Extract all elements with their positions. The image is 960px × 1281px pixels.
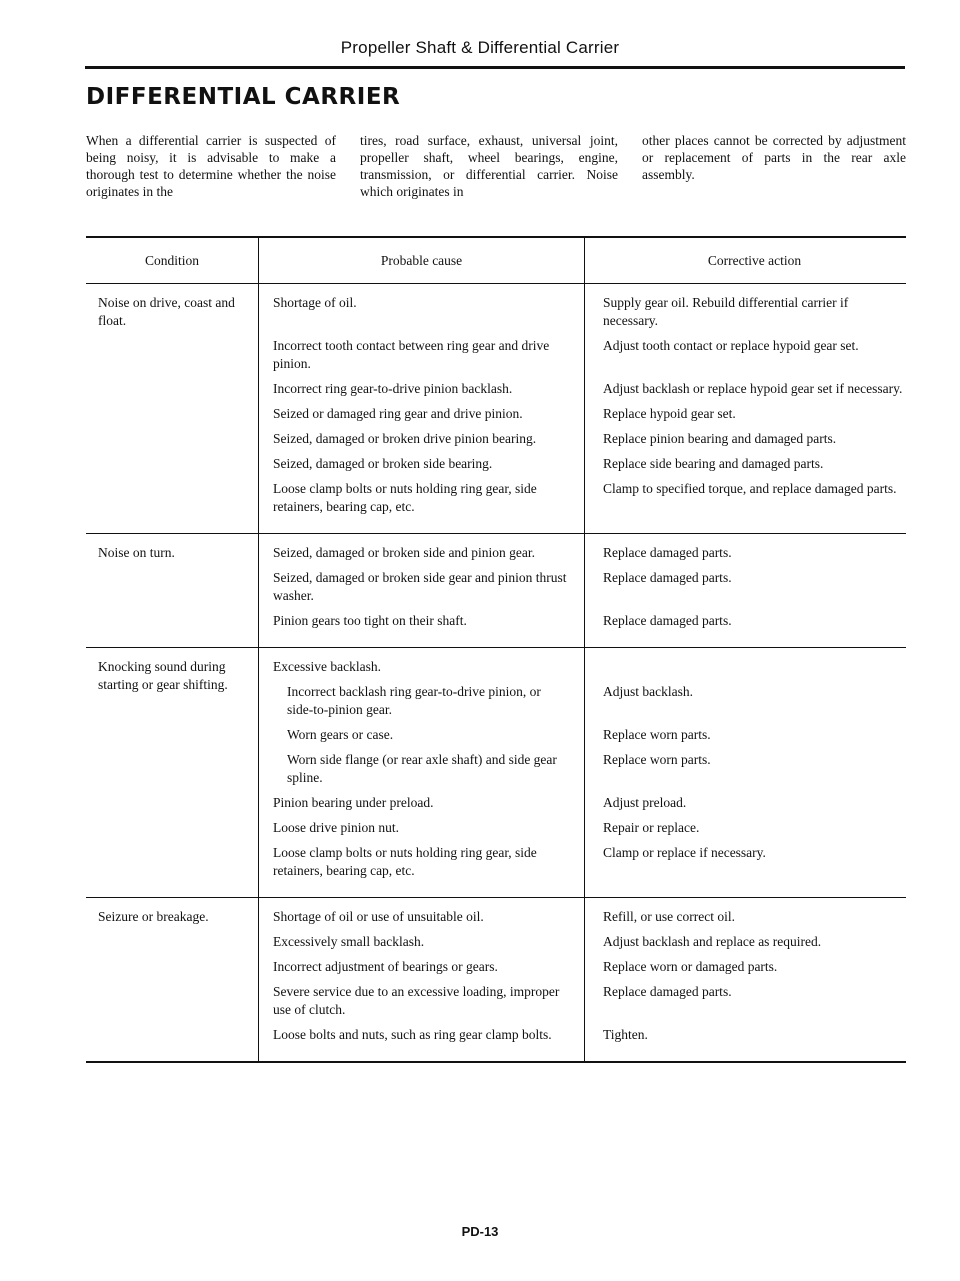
condition-cell: Seizure or breakage. [98, 909, 209, 924]
corrective-action: Repair or replace. [603, 820, 700, 835]
probable-cause: Shortage of oil. [273, 295, 357, 310]
cause-cell [258, 284, 584, 533]
condition-cell: Noise on drive, coast and float. [98, 295, 235, 328]
action-cell [584, 898, 906, 1061]
probable-cause: Seized or damaged ring gear and drive pinion. [273, 406, 523, 421]
table-group [86, 648, 906, 898]
action-cell [584, 648, 906, 897]
corrective-action: Replace damaged parts. [603, 570, 732, 585]
condition-cell: Noise on turn. [98, 545, 175, 560]
corrective-action: Adjust tooth contact or replace hypoid gear set. [603, 338, 859, 353]
corrective-action: Adjust preload. [603, 795, 687, 810]
corrective-action: Replace damaged parts. [603, 613, 732, 628]
probable-cause: Incorrect tooth contact between ring gear and drive pinion. [273, 338, 550, 371]
action-cell [584, 284, 906, 533]
header-probable-cause: Probable cause [258, 238, 584, 283]
corrective-action: Replace damaged parts. [603, 545, 732, 560]
probable-cause: Incorrect adjustment of bearings or gears. [273, 959, 498, 974]
page-header: Propeller Shaft & Differential Carrier [340, 38, 620, 57]
probable-cause: Incorrect ring gear-to-drive pinion backlash. [273, 381, 513, 396]
corrective-action: Clamp to specified torque, and replace damaged parts. [603, 481, 897, 496]
probable-cause: Seized, damaged or broken drive pinion bearing. [273, 431, 537, 446]
probable-cause: Pinion bearing under preload. [273, 795, 434, 810]
corrective-action: Refill, or use correct oil. [603, 909, 735, 924]
corrective-action: Adjust backlash or replace hypoid gear set if necessary. [603, 381, 903, 396]
probable-cause: Seized, damaged or broken side gear and pinion thrust washer. [273, 570, 567, 603]
header-rule [85, 66, 905, 69]
probable-cause: Loose bolts and nuts, such as ring gear clamp bolts. [273, 1027, 552, 1042]
section-title: DIFFERENTIAL CARRIER [86, 84, 401, 110]
corrective-action: Supply gear oil. Rebuild differential carrier if necessary. [603, 295, 849, 328]
probable-cause: Loose clamp bolts or nuts holding ring gear, side retainers, bearing cap, etc. [273, 845, 537, 878]
probable-cause: Worn gears or case. [287, 727, 394, 742]
table-group [86, 284, 906, 534]
cause-cell [258, 898, 584, 1061]
corrective-action: Replace worn parts. [603, 752, 711, 767]
probable-cause: Severe service due to an excessive loading, improper use of clutch. [273, 984, 560, 1017]
corrective-action: Adjust backlash. [603, 684, 693, 699]
probable-cause: Seized, damaged or broken side bearing. [273, 456, 493, 471]
corrective-action: Replace hypoid gear set. [603, 406, 736, 421]
intro-column-3: other places cannot be corrected by adjustment or replacement of parts in the rear axle assembly. [642, 133, 906, 182]
intro-column-2: tires, road surface, exhaust, universal joint, propeller shaft, wheel bearings, engine, transmission, or differential carrier. Noise which originates in [360, 133, 618, 199]
corrective-action: Replace worn parts. [603, 727, 711, 742]
table-group [86, 898, 906, 1063]
action-cell [584, 534, 906, 647]
cause-cell [258, 648, 584, 897]
probable-cause: Loose clamp bolts or nuts holding ring gear, side retainers, bearing cap, etc. [273, 481, 537, 514]
probable-cause: Pinion gears too tight on their shaft. [273, 613, 467, 628]
condition-cell: Knocking sound during starting or gear shifting. [98, 659, 228, 692]
probable-cause: Seized, damaged or broken side and pinion gear. [273, 545, 536, 560]
corrective-action: Replace damaged parts. [603, 984, 732, 999]
probable-cause: Excessive backlash. [273, 659, 381, 674]
corrective-action: Adjust backlash and replace as required. [603, 934, 822, 949]
corrective-action [603, 658, 906, 676]
header-corrective-action: Corrective action [584, 238, 906, 283]
header-condition: Condition [144, 252, 199, 268]
table-header [86, 236, 906, 284]
cause-cell [258, 534, 584, 647]
corrective-action: Replace side bearing and damaged parts. [603, 456, 824, 471]
table-group [86, 534, 906, 648]
intro-text [86, 132, 906, 200]
probable-cause: Shortage of oil or use of unsuitable oil. [273, 909, 484, 924]
corrective-action: Replace pinion bearing and damaged parts. [603, 431, 837, 446]
probable-cause: Loose drive pinion nut. [273, 820, 399, 835]
corrective-action: Clamp or replace if necessary. [603, 845, 766, 860]
probable-cause: Worn side flange (or rear axle shaft) and side gear spline. [287, 752, 557, 785]
table-body [86, 284, 906, 1063]
probable-cause: Incorrect backlash ring gear-to-drive pinion, or side-to-pinion gear. [287, 684, 541, 717]
corrective-action: Replace worn or damaged parts. [603, 959, 778, 974]
page-number: PD-13 [461, 1224, 499, 1239]
troubleshooting-table [86, 236, 906, 1063]
corrective-action: Tighten. [603, 1027, 648, 1042]
intro-column-1: When a differential carrier is suspected of being noisy, it is advisable to make a thorough test to determine whether the noise originates in the [86, 133, 336, 199]
probable-cause: Excessively small backlash. [273, 934, 425, 949]
